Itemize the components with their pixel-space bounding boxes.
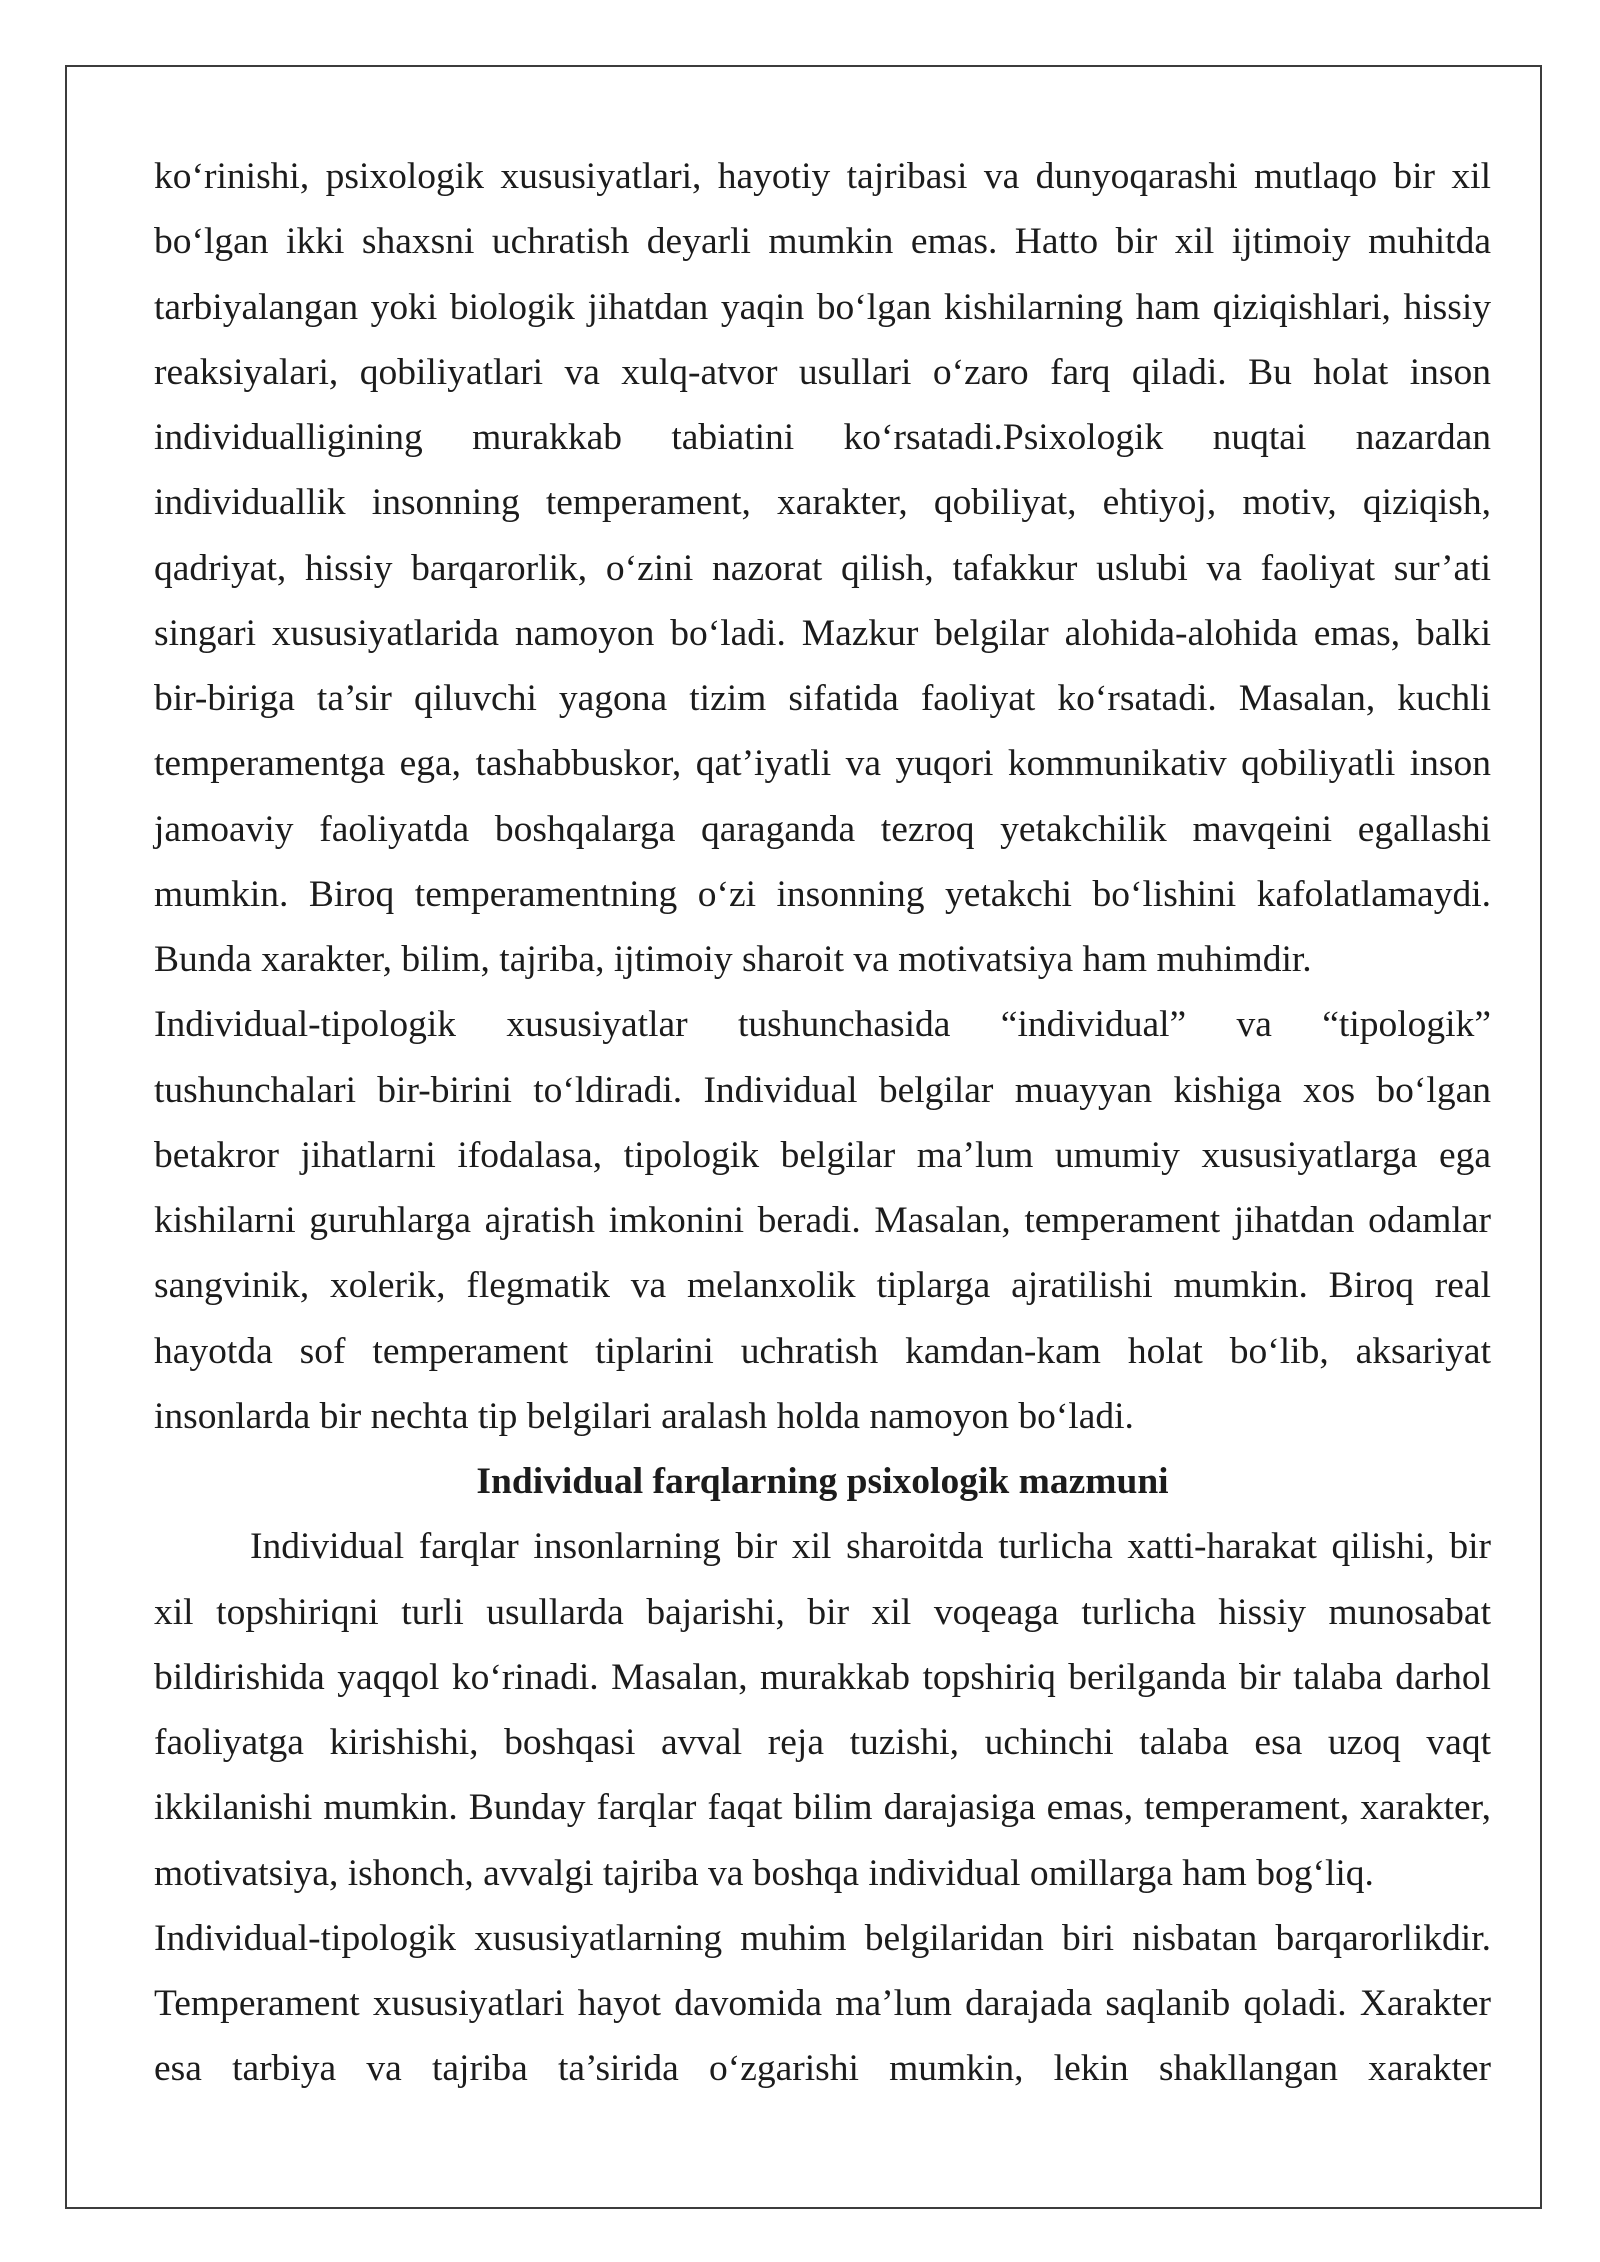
paragraph-line: bo‘lgan ikki shaxsni uchratish deyarli mumkin emas. Hatto bir xil ijtimoiy muhitda [154, 221, 1491, 263]
paragraph-2 [154, 992, 1491, 1449]
paragraph-4 [154, 1906, 1491, 2102]
paragraph-line: singari xususiyatlarida namoyon bo‘ladi. Mazkur belgilar alohida-alohida emas, balki [154, 612, 1491, 654]
paragraph-line: jamoaviy faoliyatda boshqalarga qaraganda tezroq yetakchilik mavqeini egallashi [154, 808, 1491, 850]
paragraph-line: faoliyatga kirishishi, boshqasi avval reja tuzishi, uchinchi talaba esa uzoq vaqt [154, 1722, 1491, 1763]
paragraph-1 [154, 144, 1491, 992]
paragraph-line: Bunda xarakter, bilim, tajriba, ijtimoiy sharoit va motivatsiya ham muhimdir. [154, 939, 1312, 980]
paragraph-line: mumkin. Biroq temperamentning o‘zi insonning yetakchi bo‘lishini kafolatlamaydi. [154, 873, 1491, 915]
paragraph-line: tarbiyalangan yoki biologik jihatdan yaqin bo‘lgan kishilarning ham qiziqishlari, hissiy [154, 286, 1491, 328]
paragraph-line: xil topshiriqni turli usullarda bajarishi, bir xil voqeaga turlicha hissiy munosabat [154, 1591, 1491, 1633]
paragraph-line: bir-biriga ta’sir qiluvchi yagona tizim sifatida faoliyat ko‘rsatadi. Masalan, kuchli [154, 678, 1491, 719]
paragraph-line: tushunchalari bir-birini to‘ldiradi. Individual belgilar muayyan kishiga xos bo‘lgan [154, 1069, 1491, 1111]
paragraph-line: kishilarni guruhlarga ajratish imkonini beradi. Masalan, temperament jihatdan odamlar [154, 1200, 1491, 1241]
section-heading: Individual farqlarning psixologik mazmuni [476, 1461, 1169, 1502]
paragraph-line: sangvinik, xolerik, flegmatik va melanxolik tiplarga ajratilishi mumkin. Biroq real [154, 1265, 1491, 1307]
paragraph-line: ikkilanishi mumkin. Bunday farqlar faqat bilim darajasiga emas, temperament, xarakter, [154, 1787, 1491, 1829]
paragraph-line: individuallik insonning temperament, xarakter, qobiliyat, ehtiyoj, motiv, qiziqish, [154, 482, 1491, 524]
paragraph-line: hayotda sof temperament tiplarini uchratish kamdan-kam holat bo‘lib, aksariyat [154, 1330, 1491, 1372]
paragraph-3 [154, 1514, 1491, 1906]
paragraph-line: Individual-tipologik xususiyatlar tushunchasida “individual” va “tipologik” [154, 1004, 1491, 1046]
paragraph-line: Temperament xususiyatlari hayot davomida ma’lum darajada saqlanib qoladi. Xarakter [154, 1983, 1491, 2024]
paragraph-line: qadriyat, hissiy barqarorlik, o‘zini nazorat qilish, tafakkur uslubi va faoliyat sur’ati [154, 547, 1491, 589]
paragraph-line: individualligining murakkab tabiatini ko‘rsatadi.Psixologik nuqtai nazardan [154, 417, 1491, 458]
paragraph-line: reaksiyalari, qobiliyatlari va xulq-atvor usullari o‘zaro farq qiladi. Bu holat inson [154, 351, 1491, 393]
document-body [154, 144, 1491, 2102]
paragraph-line: Individual-tipologik xususiyatlarning muhim belgilaridan biri nisbatan barqarorlikdir. [154, 1917, 1491, 1959]
paragraph-line: bildirishida yaqqol ko‘rinadi. Masalan, murakkab topshiriq berilganda bir talaba darhol [154, 1656, 1491, 1698]
paragraph-line: temperamentga ega, tashabbuskor, qat’iyatli va yuqori kommunikativ qobiliyatli inson [154, 743, 1491, 785]
paragraph-line: ko‘rinishi, psixologik xususiyatlari, hayotiy tajribasi va dunyoqarashi mutlaqo bir xil [154, 156, 1491, 197]
paragraph-line: betakror jihatlarni ifodalasa, tipologik belgilar ma’lum umumiy xususiyatlarga ega [154, 1134, 1491, 1176]
paragraph-line: esa tarbiya va tajriba ta’sirida o‘zgarishi mumkin, lekin shakllangan xarakter [154, 2048, 1491, 2090]
paragraph-line: Individual farqlar insonlarning bir xil sharoitda turlicha xatti-harakat qilishi, bir [250, 1526, 1491, 1568]
paragraph-line: insonlarda bir nechta tip belgilari aralash holda namoyon bo‘ladi. [154, 1395, 1134, 1437]
paragraph-line: motivatsiya, ishonch, avvalgi tajriba va boshqa individual omillarga ham bog‘liq. [154, 1852, 1374, 1894]
